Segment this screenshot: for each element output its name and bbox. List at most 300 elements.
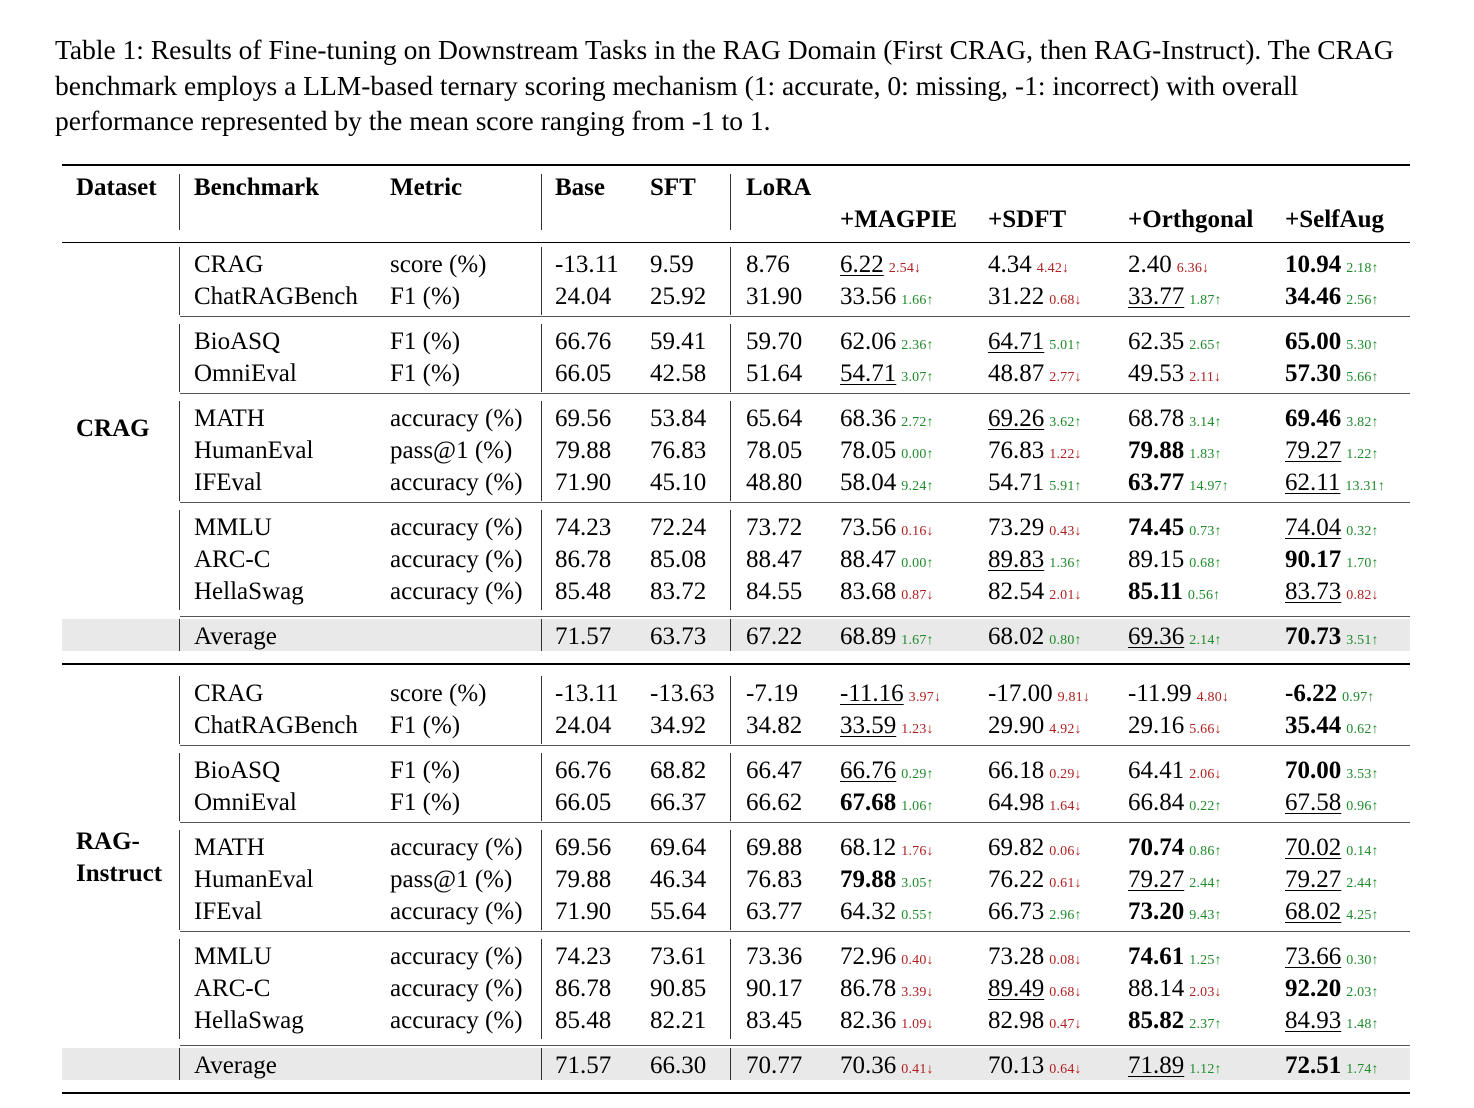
sdft-value [988,360,1082,392]
cell-value: 31.22 [988,283,1045,310]
metric-name: accuracy (%) [390,405,523,432]
header-dataset: Dataset [76,174,157,201]
column-divider [541,619,542,651]
cell-value: 70.00 [1285,757,1342,784]
delta-up: 1.06↑ [901,799,934,814]
cell-value: 64.71 [988,328,1045,355]
delta-up: 1.48↑ [1346,1017,1379,1032]
selfaug-value [1285,1052,1379,1084]
cell-value: 74.04 [1285,514,1342,541]
sft-value: 72.24 [650,514,707,541]
cell-value: 70.73 [1285,623,1342,650]
sft-value: 46.34 [650,866,707,893]
delta-up: 3.53↑ [1346,767,1379,782]
selfaug-value [1285,623,1379,655]
sdft-value [988,514,1082,546]
results-table [62,164,1410,1078]
benchmark-name: ARC-C [194,546,271,573]
selfaug-value [1285,546,1379,578]
cell-value: 84.93 [1285,1007,1342,1034]
lora-value: 84.55 [746,578,803,605]
lora-value: 63.77 [746,898,803,925]
cell-value: 64.41 [1128,757,1185,784]
base-value: 71.57 [555,623,612,650]
delta-up: 0.32↑ [1346,524,1379,539]
orth-value [1128,405,1222,437]
cell-value: 68.89 [840,623,897,650]
metric-name: score (%) [390,251,487,278]
delta-down: 0.87↓ [901,588,934,603]
sdft-value [988,251,1069,283]
sft-value: 66.37 [650,789,707,816]
cell-value: 57.30 [1285,360,1342,387]
header-sft: SFT [650,174,696,201]
delta-up: 13.31↑ [1345,479,1386,494]
orth-value [1128,283,1222,315]
cell-value: 78.05 [840,437,897,464]
delta-down: 2.77↓ [1049,370,1082,385]
dataset-name: Instruct [76,859,163,887]
delta-up: 0.97↑ [1342,690,1375,705]
delta-up: 1.22↑ [1346,447,1379,462]
cell-value: 79.27 [1285,437,1342,464]
delta-up: 2.96↑ [1049,908,1082,923]
base-value: 66.76 [555,757,612,784]
sft-value: 69.64 [650,834,707,861]
base-value: 69.56 [555,405,612,432]
delta-up: 3.82↑ [1346,415,1379,430]
orth-value [1128,578,1220,610]
delta-down: 2.01↓ [1049,588,1082,603]
header-benchmark: Benchmark [194,174,319,201]
column-divider [179,324,180,392]
delta-up: 2.44↑ [1346,876,1379,891]
lora-value: 66.47 [746,757,803,784]
delta-down: 0.82↓ [1346,588,1379,603]
delta-up: 1.83↑ [1189,447,1222,462]
benchmark-name: HumanEval [194,437,314,464]
magpie-value [840,712,934,744]
base-value: 24.04 [555,283,612,310]
cell-value: 69.46 [1285,405,1342,432]
cell-value: -17.00 [988,680,1053,707]
lora-value: 65.64 [746,405,803,432]
delta-down: 2.11↓ [1189,370,1222,385]
delta-down: 0.08↓ [1049,953,1082,968]
cell-value: 67.58 [1285,789,1342,816]
delta-down: 2.54↓ [888,261,922,276]
group-rule [180,502,1410,503]
cell-value: 85.11 [1128,578,1183,605]
dataset-name: CRAG [76,414,150,442]
selfaug-value [1285,975,1379,1007]
sft-value: 82.21 [650,1007,707,1034]
delta-up: 2.18↑ [1346,261,1379,276]
lora-value: 88.47 [746,546,803,573]
orth-value [1128,866,1222,898]
column-divider [541,247,542,315]
delta-down: 2.03↓ [1189,985,1222,1000]
selfaug-value [1285,757,1379,789]
cell-value: 72.51 [1285,1052,1342,1079]
selfaug-value [1285,943,1379,975]
sft-value: 90.85 [650,975,707,1002]
delta-down: 0.61↓ [1049,876,1082,891]
sft-value: 55.64 [650,898,707,925]
lora-value: 51.64 [746,360,803,387]
metric-name: accuracy (%) [390,546,523,573]
delta-up: 2.03↑ [1346,985,1379,1000]
metric-name: accuracy (%) [390,469,523,496]
magpie-value [840,469,934,501]
delta-up: 0.96↑ [1346,799,1379,814]
metric-name: accuracy (%) [390,514,523,541]
cell-value: 68.12 [840,834,897,861]
base-value: 71.90 [555,469,612,496]
header-metric: Metric [390,174,463,201]
group-rule [180,931,1410,932]
sdft-value [988,283,1082,315]
lora-value: 66.62 [746,789,803,816]
cell-value: 73.20 [1128,898,1185,925]
cell-value: 70.36 [840,1052,897,1079]
magpie-value [840,943,934,975]
orth-value [1128,943,1222,975]
magpie-value [840,360,934,392]
selfaug-value [1285,514,1379,546]
sdft-value [988,834,1082,866]
base-value: -13.11 [555,680,619,707]
cell-value: 88.47 [840,546,897,573]
metric-name: F1 (%) [390,360,461,387]
delta-up: 1.66↑ [901,293,934,308]
sdft-value [988,757,1082,789]
magpie-value [840,866,934,898]
column-divider [179,619,180,651]
metric-name: accuracy (%) [390,578,523,605]
column-divider [541,401,542,501]
cell-value: 73.66 [1285,943,1342,970]
section-rule [62,663,1410,665]
sdft-value [988,680,1090,712]
cell-value: 66.73 [988,898,1045,925]
cell-value: 63.77 [1128,469,1185,496]
cell-value: 66.18 [988,757,1045,784]
lora-value: 69.88 [746,834,803,861]
lora-value: 31.90 [746,283,803,310]
benchmark-name: ChatRAGBench [194,283,358,310]
delta-up: 0.00↑ [901,556,934,571]
delta-up: 0.55↑ [901,908,934,923]
metric-name: accuracy (%) [390,834,523,861]
benchmark-name: MATH [194,405,265,432]
delta-up: 5.91↑ [1049,479,1082,494]
delta-down: 0.06↓ [1049,844,1082,859]
bottom-rule [62,1092,1410,1094]
delta-up: 1.67↑ [901,633,934,648]
delta-down: 4.42↓ [1036,261,1070,276]
column-divider [179,753,180,821]
cell-value: 68.02 [988,623,1045,650]
delta-up: 2.56↑ [1346,293,1379,308]
sft-value: 63.73 [650,623,707,650]
cell-value: 62.06 [840,328,897,355]
cell-value: 58.04 [840,469,897,496]
column-divider [730,676,731,744]
metric-name: accuracy (%) [390,898,523,925]
delta-up: 1.12↑ [1189,1062,1222,1077]
lora-value: 8.76 [746,251,790,278]
delta-down: 6.36↓ [1176,261,1210,276]
cell-value: 89.49 [988,975,1045,1002]
orth-value [1128,1007,1222,1039]
cell-value: 70.13 [988,1052,1045,1079]
benchmark-name: BioASQ [194,757,281,784]
cell-value: 33.56 [840,283,897,310]
selfaug-value [1285,1007,1379,1039]
delta-up: 1.70↑ [1346,556,1379,571]
orth-value [1128,834,1222,866]
delta-up: 0.56↑ [1187,588,1221,603]
delta-up: 0.80↑ [1049,633,1082,648]
selfaug-value [1285,712,1379,744]
cell-value: 65.00 [1285,328,1342,355]
orth-value [1128,328,1222,360]
delta-up: 2.14↑ [1189,633,1222,648]
benchmark-name: HellaSwag [194,1007,304,1034]
sdft-value [988,328,1082,360]
metric-name: score (%) [390,680,487,707]
delta-down: 1.64↓ [1049,799,1082,814]
magpie-value [840,437,934,469]
sdft-value [988,546,1082,578]
cell-value: 68.36 [840,405,897,432]
column-divider [541,676,542,744]
cell-value: 73.56 [840,514,897,541]
delta-up: 3.07↑ [901,370,934,385]
column-divider [541,830,542,930]
benchmark-name: CRAG [194,680,264,707]
delta-down: 4.80↓ [1196,690,1230,705]
delta-up: 5.01↑ [1049,338,1082,353]
delta-up: 3.51↑ [1346,633,1379,648]
cell-value: -11.16 [840,680,904,707]
sft-value: 25.92 [650,283,707,310]
metric-name: accuracy (%) [390,1007,523,1034]
column-divider [730,510,731,610]
selfaug-value [1285,360,1379,392]
cell-value: 62.11 [1285,469,1341,496]
sft-value: 9.59 [650,251,694,278]
column-divider [730,324,731,392]
column-divider [179,247,180,315]
cell-value: 67.68 [840,789,897,816]
column-divider [541,324,542,392]
orth-value [1128,789,1222,821]
cell-value: 79.88 [840,866,897,893]
table-caption: Table 1: Results of Fine-tuning on Downstream Tasks in the RAG Domain (First CRAG, then RAG-Instruct). The CRAG benchmark employs a LLM-based ternary scoring mechanism (1: accurate, 0: missing, -1: incorrect) with overall performance represented by the mean score ranging from -1 to 1. [55,34,1394,136]
magpie-value [840,834,934,866]
selfaug-value [1285,789,1379,821]
benchmark-name: ChatRAGBench [194,712,358,739]
column-divider [730,753,731,821]
delta-up: 2.44↑ [1189,876,1222,891]
cell-value: 73.29 [988,514,1045,541]
selfaug-value [1285,866,1379,898]
group-rule [180,393,1410,394]
magpie-value [840,251,921,283]
cell-value: -11.99 [1128,680,1192,707]
delta-up: 1.25↑ [1189,953,1222,968]
orth-value [1128,623,1222,655]
delta-up: 0.68↑ [1189,556,1222,571]
column-divider [179,830,180,930]
cell-value: 29.90 [988,712,1045,739]
delta-up: 9.24↑ [901,479,934,494]
cell-value: 69.36 [1128,623,1185,650]
magpie-value [840,405,934,437]
magpie-value [840,578,934,610]
header-divider [541,174,542,230]
base-value: 86.78 [555,975,612,1002]
cell-value: 68.02 [1285,898,1342,925]
average-label: Average [194,1052,277,1079]
delta-down: 0.64↓ [1049,1062,1082,1077]
cell-value: 90.17 [1285,546,1342,573]
column-divider [730,830,731,930]
delta-up: 2.65↑ [1189,338,1222,353]
lora-value: -7.19 [746,680,799,707]
base-value: -13.11 [555,251,619,278]
sdft-value [988,1007,1082,1039]
group-rule [180,822,1410,823]
selfaug-value [1285,328,1379,360]
sdft-value [988,469,1082,501]
magpie-value [840,1007,934,1039]
selfaug-value [1285,437,1379,469]
cell-value: 70.74 [1128,834,1185,861]
column-divider [541,510,542,610]
sdft-value [988,1052,1082,1084]
column-divider [730,939,731,1039]
orth-value [1128,514,1222,546]
column-divider [730,247,731,315]
cell-value: 74.61 [1128,943,1185,970]
orth-value [1128,437,1222,469]
base-value: 79.88 [555,437,612,464]
header-base: Base [555,174,605,201]
cell-value: 66.76 [840,757,897,784]
header-lora: LoRA [746,174,812,201]
metric-name: pass@1 (%) [390,866,513,893]
cell-value: 71.89 [1128,1052,1185,1079]
header-divider [179,174,180,230]
base-value: 66.05 [555,360,612,387]
header-magpie: +MAGPIE [840,206,958,233]
delta-down: 0.41↓ [901,1062,934,1077]
delta-up: 9.43↑ [1189,908,1222,923]
delta-down: 0.16↓ [901,524,934,539]
delta-up: 1.74↑ [1346,1062,1379,1077]
orth-value [1128,975,1222,1007]
selfaug-value [1285,251,1379,283]
orth-value [1128,757,1222,789]
sft-value: -13.63 [650,680,715,707]
header-rule [62,242,1410,243]
delta-up: 5.66↑ [1346,370,1379,385]
cell-value: 89.15 [1128,546,1185,573]
base-value: 71.90 [555,898,612,925]
column-divider [730,401,731,501]
cell-value: 64.32 [840,898,897,925]
orth-value [1128,712,1222,744]
cell-value: 76.83 [988,437,1045,464]
delta-up: 0.29↑ [901,767,934,782]
delta-down: 0.47↓ [1049,1017,1082,1032]
benchmark-name: BioASQ [194,328,281,355]
delta-up: 0.86↑ [1189,844,1222,859]
sft-value: 53.84 [650,405,707,432]
column-divider [179,939,180,1039]
cell-value: 33.77 [1128,283,1185,310]
orth-value [1128,680,1229,712]
sft-value: 59.41 [650,328,707,355]
cell-value: 79.27 [1285,866,1342,893]
delta-down: 0.68↓ [1049,293,1082,308]
cell-value: 33.59 [840,712,897,739]
base-value: 85.48 [555,1007,612,1034]
header-sdft: +SDFT [988,206,1067,233]
base-value: 74.23 [555,943,612,970]
metric-name: pass@1 (%) [390,437,513,464]
cell-value: 88.14 [1128,975,1185,1002]
cell-value: 69.82 [988,834,1045,861]
orth-value [1128,469,1229,501]
orth-value [1128,546,1222,578]
delta-down: 1.22↓ [1049,447,1082,462]
benchmark-name: MMLU [194,943,272,970]
cell-value: 62.35 [1128,328,1185,355]
orth-value [1128,360,1221,392]
delta-up: 1.36↑ [1049,556,1082,571]
magpie-value [840,328,934,360]
benchmark-name: HumanEval [194,866,314,893]
sdft-value [988,943,1082,975]
delta-up: 4.25↑ [1346,908,1379,923]
cell-value: 70.02 [1285,834,1342,861]
delta-up: 0.00↑ [901,447,934,462]
delta-up: 2.72↑ [901,415,934,430]
lora-value: 34.82 [746,712,803,739]
cell-value: 68.78 [1128,405,1185,432]
magpie-value [840,789,934,821]
cell-value: 35.44 [1285,712,1342,739]
cell-value: 73.28 [988,943,1045,970]
sft-value: 73.61 [650,943,707,970]
magpie-value [840,623,934,655]
benchmark-name: OmniEval [194,360,297,387]
delta-down: 0.43↓ [1049,524,1082,539]
cell-value: 72.96 [840,943,897,970]
base-value: 66.76 [555,328,612,355]
base-value: 69.56 [555,834,612,861]
group-rule [180,1045,1410,1046]
delta-up: 2.36↑ [901,338,934,353]
metric-name: accuracy (%) [390,975,523,1002]
cell-value: 82.54 [988,578,1045,605]
base-value: 66.05 [555,789,612,816]
group-rule [180,745,1410,746]
